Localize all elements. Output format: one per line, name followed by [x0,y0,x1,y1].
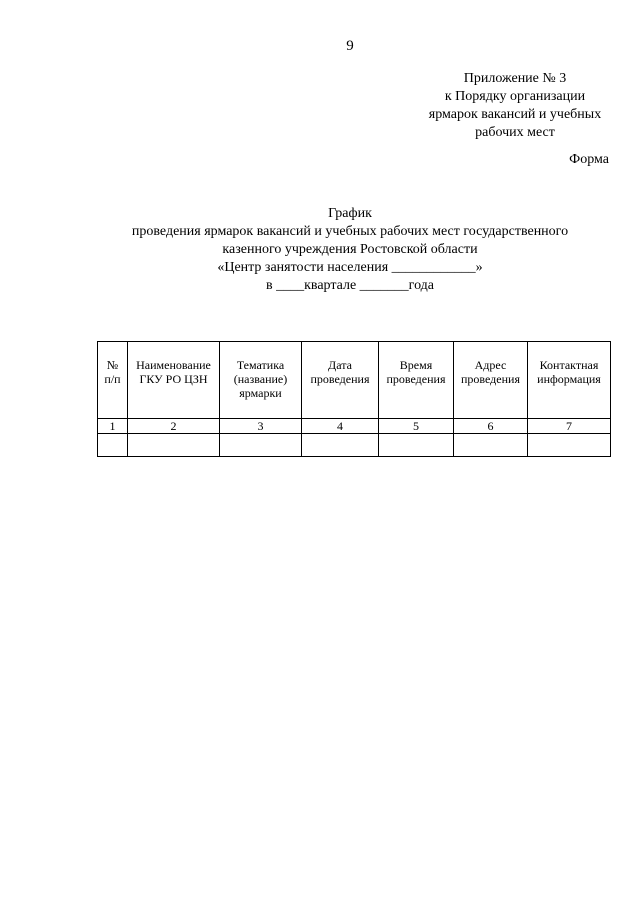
header-text: п/п [104,372,121,386]
column-number: 6 [454,419,528,434]
table-cell [302,434,379,457]
column-number: 3 [220,419,302,434]
title-line: «Центр занятости населения ____________» [217,260,483,275]
column-number: 5 [379,419,454,434]
appendix-line: Приложение № 3 [463,71,567,86]
title-line: в ____квартале _______года [265,278,435,293]
title-line: казенного учреждения Ростовской области [222,242,478,257]
table-header-row [98,342,611,419]
header-text: Адрес [474,358,507,372]
header-text: Дата [328,358,352,372]
appendix-line: к Порядку организации [444,89,586,104]
header-text: Время [399,358,433,372]
header-text: информация [537,372,601,386]
header-text: проведения [386,372,446,386]
column-number: 4 [302,419,379,434]
header-text: Тематика [236,358,285,372]
column-number: 7 [528,419,611,434]
page-number: 9 [346,38,354,54]
header-text: проведения [310,372,370,386]
table-cell [528,434,611,457]
header-text: Контактная [539,358,599,372]
header-cell-contact [528,342,611,419]
column-number-row [98,419,611,434]
table-cell [98,434,128,457]
document-title [60,205,640,295]
header-cell-name [128,342,220,419]
header-text: № [106,358,119,372]
title-line: График [328,206,372,221]
appendix-note [395,70,635,142]
header-text: (название) [233,372,288,386]
form-label: Форма [569,152,609,167]
table-cell [220,434,302,457]
column-number: 2 [128,419,220,434]
header-text: проведения [461,372,520,386]
title-line: проведения ярмарок вакансий и учебных рабочих мест государственного [131,224,569,239]
header-cell-topic [220,342,302,419]
header-cell-number [98,342,128,419]
header-text: ГКУ РО ЦЗН [139,372,208,386]
table-row [98,434,611,457]
header-cell-date [302,342,379,419]
appendix-line: ярмарок вакансий и учебных [428,107,602,122]
appendix-line: рабочих мест [475,125,555,140]
header-text: ярмарки [239,386,282,400]
header-cell-address [454,342,528,419]
header-text: Наименование [136,358,211,372]
table-cell [128,434,220,457]
header-cell-time [379,342,454,419]
table-cell [379,434,454,457]
table-cell [454,434,528,457]
column-number: 1 [98,419,128,434]
schedule-table [97,341,611,457]
